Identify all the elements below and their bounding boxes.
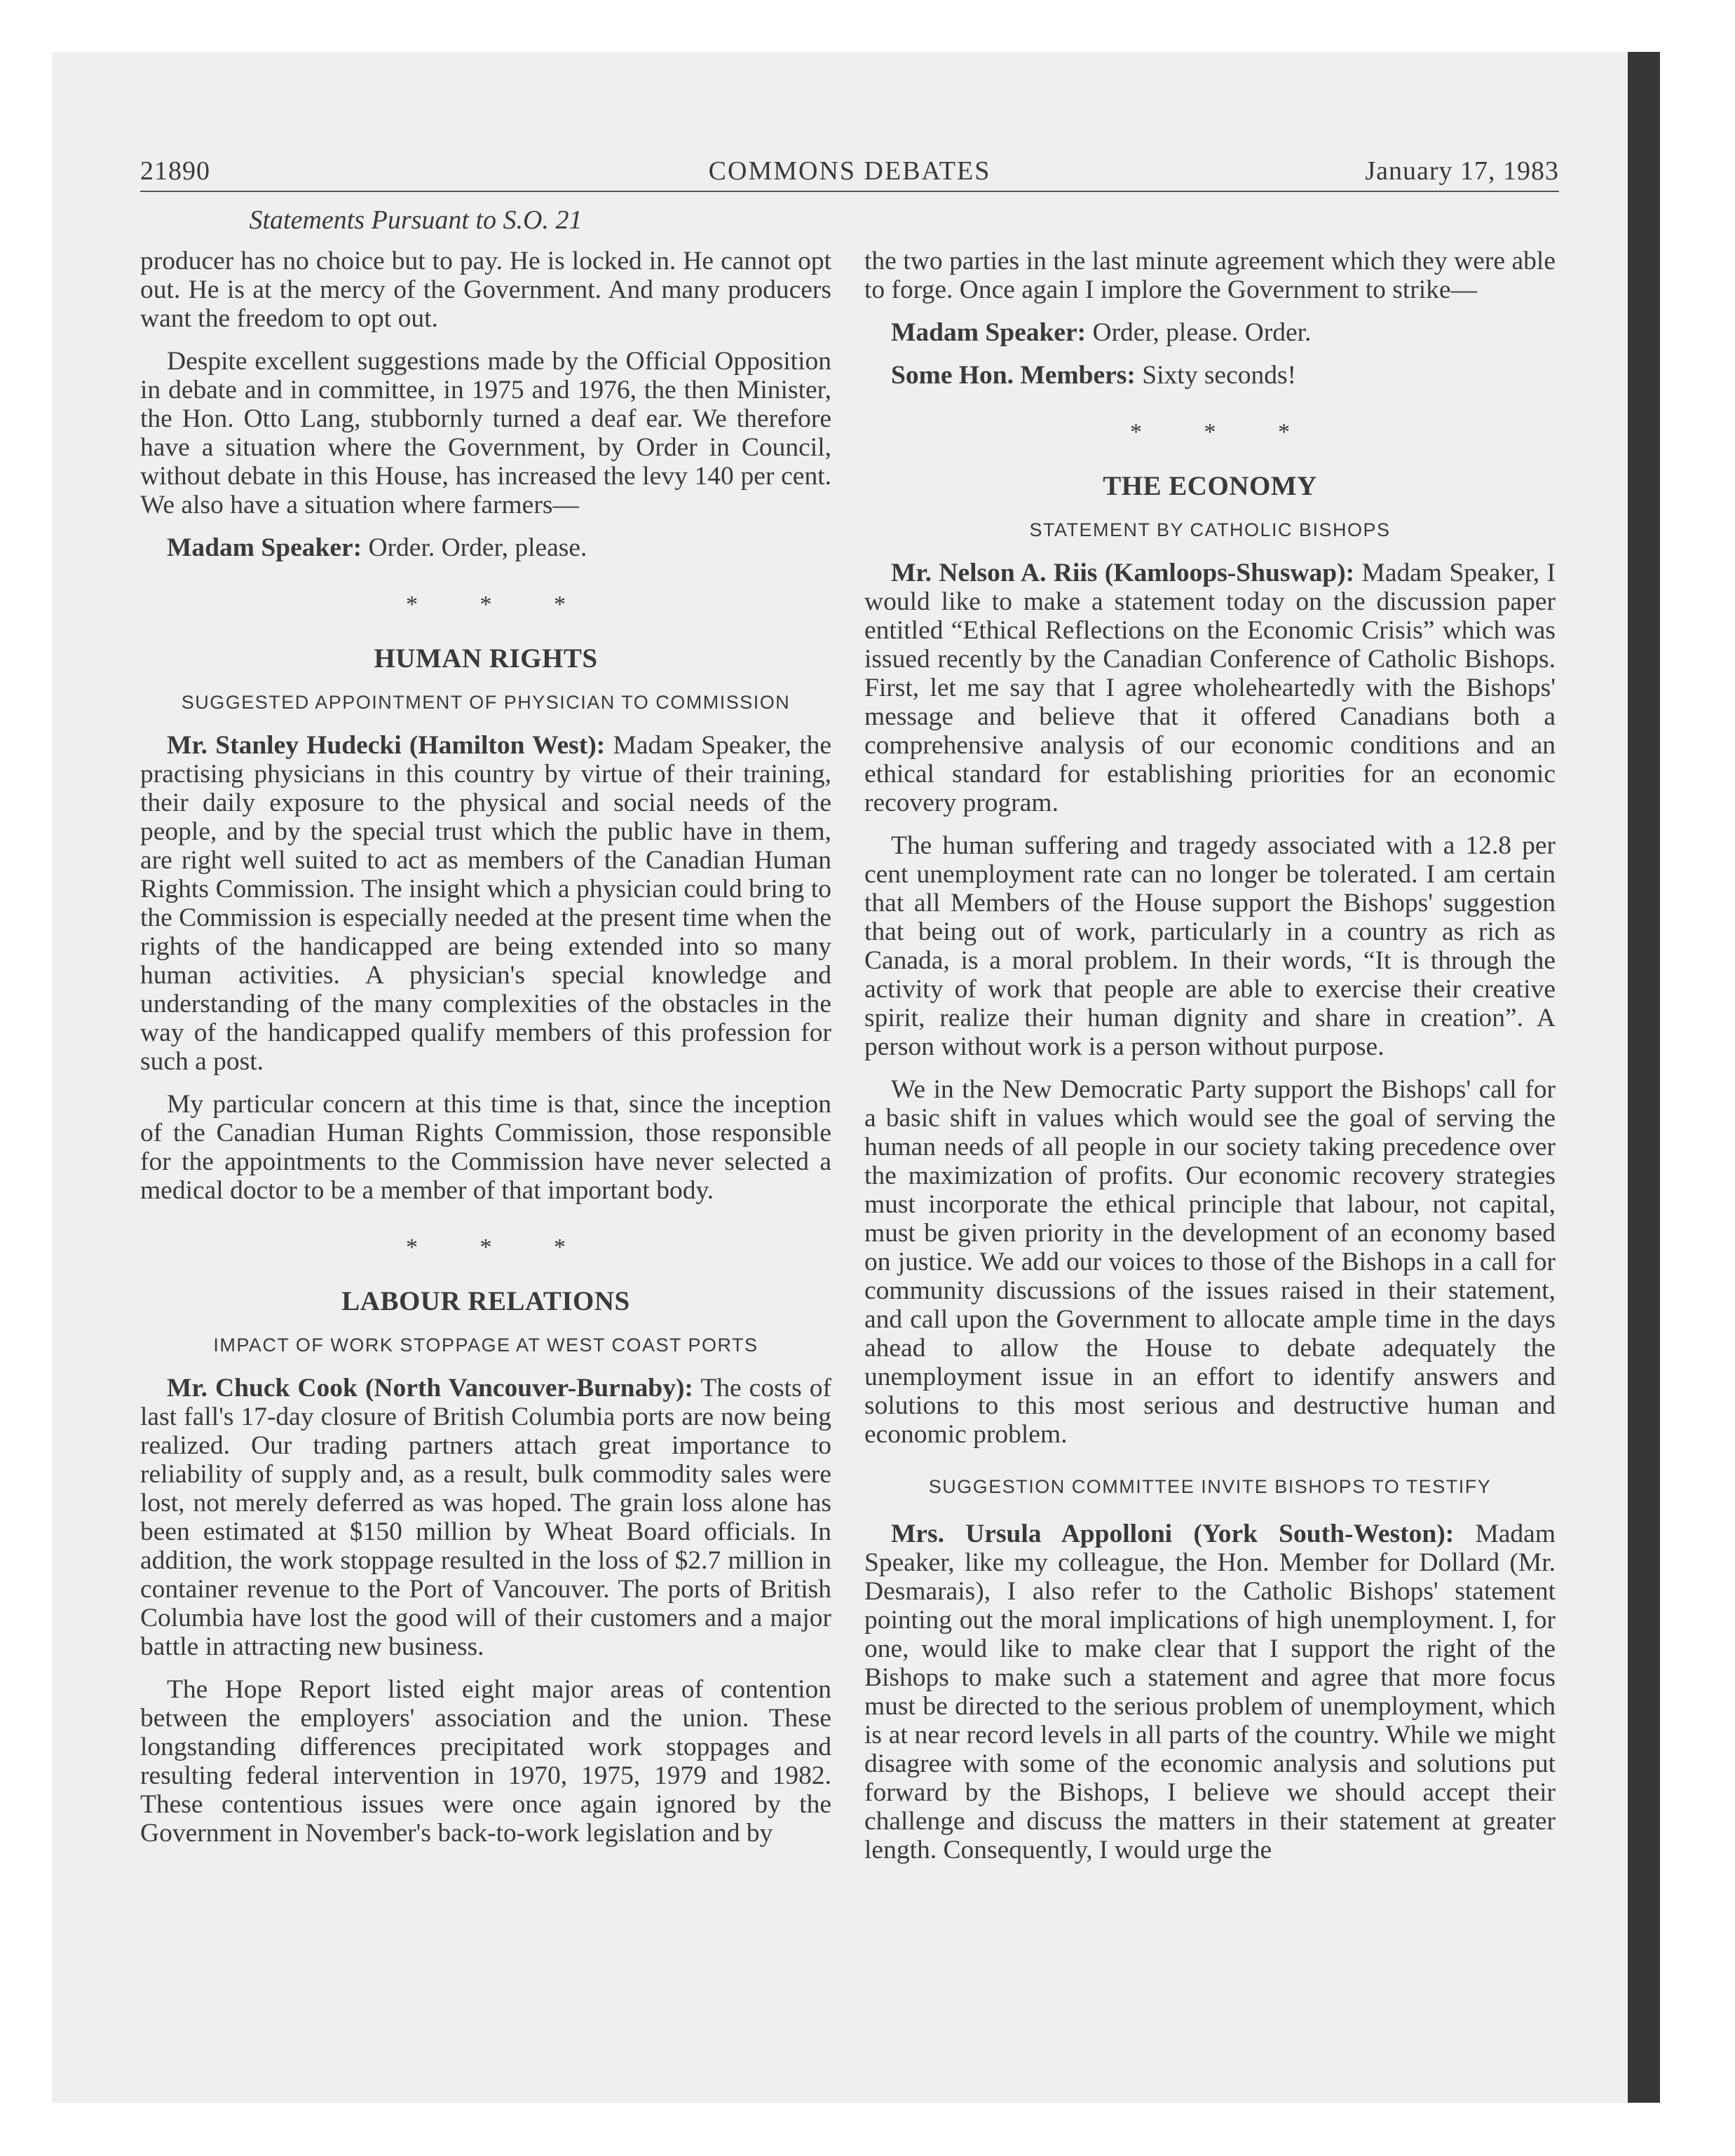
- paragraph: My particular concern at this time is that, since the inception of the Canadian Human Rights Commission, those responsible for the appointments to the Commission have never selected a medical doctor to be a member of that important body.: [140, 1090, 831, 1205]
- section-separator: * * *: [406, 592, 594, 618]
- speech: [140, 731, 831, 1076]
- section-heading: LABOUR RELATIONS: [341, 1286, 630, 1316]
- speaker-name: Madam Speaker:: [891, 318, 1087, 347]
- right-column: [864, 247, 1556, 1878]
- header-rule: [140, 191, 1559, 192]
- speech: [864, 1520, 1556, 1864]
- section-separator: * * *: [406, 1234, 594, 1260]
- running-head: Statements Pursuant to S.O. 21: [249, 205, 583, 235]
- section-heading: THE ECONOMY: [1103, 471, 1317, 501]
- speech: [864, 318, 1556, 347]
- speech-text: The costs of last fall's 17-day closure of British Columbia ports are now being realized. Our trading partners attach great importance to reliability of supply and, as a result, bulk commodity sales were lost, not merely deferred as was hoped. The grain loss alone has been estimated at $150 million by Wheat Board officials. In addition, the work stoppage resulted in the loss of $2.7 million in container revenue to the Port of Vancouver. The ports of British Columbia have lost the good will of their customers and a major battle in attracting new business.: [140, 1374, 831, 1661]
- speech: [864, 361, 1556, 390]
- paragraph: The human suffering and tragedy associated with a 12.8 per cent unemployment rate can no longer be tolerated. I am certain that all Members of the House support the Bishops' suggestion that being out of work, particularly in a country as rich as Canada, is a moral problem. In their words, “It is through the activity of work that people are able to exercise their creative spirit, realize their human dignity and share in creation”. A person without work is a person without purpose.: [864, 831, 1556, 1061]
- speaker-name: Mr. Stanley Hudecki (Hamilton West):: [167, 731, 606, 760]
- speech: [864, 559, 1556, 817]
- speaker-name: Madam Speaker:: [167, 533, 362, 562]
- section-subheading: STATEMENT BY CATHOLIC BISHOPS: [1029, 519, 1391, 540]
- section-separator: * * *: [1130, 419, 1318, 445]
- paragraph: producer has no choice but to pay. He is locked in. He cannot opt out. He is at the mercy of the Government. And many producers want the freedom to opt out.: [140, 247, 831, 333]
- speech-text: Order. Order, please.: [368, 533, 587, 562]
- paragraph: Despite excellent suggestions made by the Official Opposition in debate and in committee, in 1975 and 1976, the then Minister, the Hon. Otto Lang, stubbornly turned a deaf ear. We therefore have a situation where the Government, by Order in Council, without debate in this House, has increased the levy 140 per cent. We also have a situation where farmers—: [140, 347, 831, 519]
- speaker-name: Mr. Chuck Cook (North Vancouver-Burnaby):: [167, 1374, 693, 1403]
- section-subheading: SUGGESTED APPOINTMENT OF PHYSICIAN TO COMMISSION: [181, 692, 791, 713]
- paragraph: the two parties in the last minute agreement which they were able to forge. Once again I implore the Government to strike—: [864, 247, 1556, 304]
- speech-text: Madam Speaker, the practising physicians in this country by virtue of their training, their daily exposure to the physical and social needs of the people, and by the special trust which the public have in them, are right well suited to act as members of the Canadian Human Rights Commission. The insight which a physician could bring to the Commission is especially needed at the present time when the rights of the handicapped are being extended into so many human activities. A physician's special knowledge and understanding of the many complexities of the obstacles in the way of the handicapped qualify members of this profession for such a post.: [140, 731, 832, 1076]
- paragraph: The Hope Report listed eight major areas of contention between the employers' association and the union. These longstanding differences precipitated work stoppages and resulting federal intervention in 1970, 1975, 1979 and 1982. These contentious issues were once again ignored by the Government in November's back-to-work legislation and by: [140, 1675, 831, 1848]
- speech-text: Order, please. Order.: [1092, 318, 1312, 347]
- speaker-name: Some Hon. Members:: [891, 361, 1136, 390]
- publication-title: COMMONS DEBATES: [708, 156, 991, 186]
- section-heading: HUMAN RIGHTS: [374, 643, 598, 674]
- page-header: [140, 156, 1559, 191]
- speaker-name: Mr. Nelson A. Riis (Kamloops-Shuswap):: [891, 559, 1355, 587]
- publication-date: January 17, 1983: [1365, 156, 1559, 186]
- paragraph: We in the New Democratic Party support the Bishops' call for a basic shift in values which would see the goal of serving the human needs of all people in our society taking precedence over the maximization of profits. Our economic recovery strategies must incorporate the ethical principle that labour, not capital, must be given priority in the development of an economy based on justice. We add our voices to those of the Bishops in a call for community discussions of the issues raised in their statement, and call upon the Government to allocate ample time in the days ahead to allow the House to debate adequately the unemployment issue in an effort to identify answers and solutions to this most serious and destructive human and economic problem.: [864, 1075, 1556, 1449]
- page-number: 21890: [140, 156, 210, 186]
- speech: [140, 1374, 831, 1661]
- speech-text: Madam Speaker, I would like to make a statement today on the discussion paper entitled “Ethical Reflections on the Economic Crisis” which was issued recently by the Canadian Conference of Catholic Bishops. First, let me say that I agree wholeheartedly with the Bishops' message and believe that it offered Canadians both a comprehensive analysis of our economic conditions and an ethical standard for establishing priorities for an economic recovery program.: [864, 559, 1556, 817]
- section-subheading: IMPACT OF WORK STOPPAGE AT WEST COAST PORTS: [213, 1335, 758, 1356]
- speech-text: Madam Speaker, like my colleague, the Hon. Member for Dollard (Mr. Desmarais), I also refer to the Catholic Bishops' statement pointing out the moral implications of high unemployment. I, for one, would like to make clear that I support the right of the Bishops to make such a statement and agree that more focus must be directed to the serious problem of unemployment, which is at near record levels in all parts of the country. While we might disagree with some of the economic analysis and solutions put forward by the Bishops, I believe we should accept their challenge and discuss the matters in their statement at greater length. Consequently, I would urge the: [864, 1520, 1556, 1864]
- speaker-name: Mrs. Ursula Appolloni (York South-Weston):: [891, 1520, 1455, 1548]
- scan-edge-shadow: [1628, 52, 1660, 2103]
- section-subheading: SUGGESTION COMMITTEE INVITE BISHOPS TO TESTIFY: [928, 1476, 1492, 1497]
- speech: [140, 533, 831, 562]
- left-column: [140, 247, 831, 1862]
- speech-text: Sixty seconds!: [1142, 361, 1297, 390]
